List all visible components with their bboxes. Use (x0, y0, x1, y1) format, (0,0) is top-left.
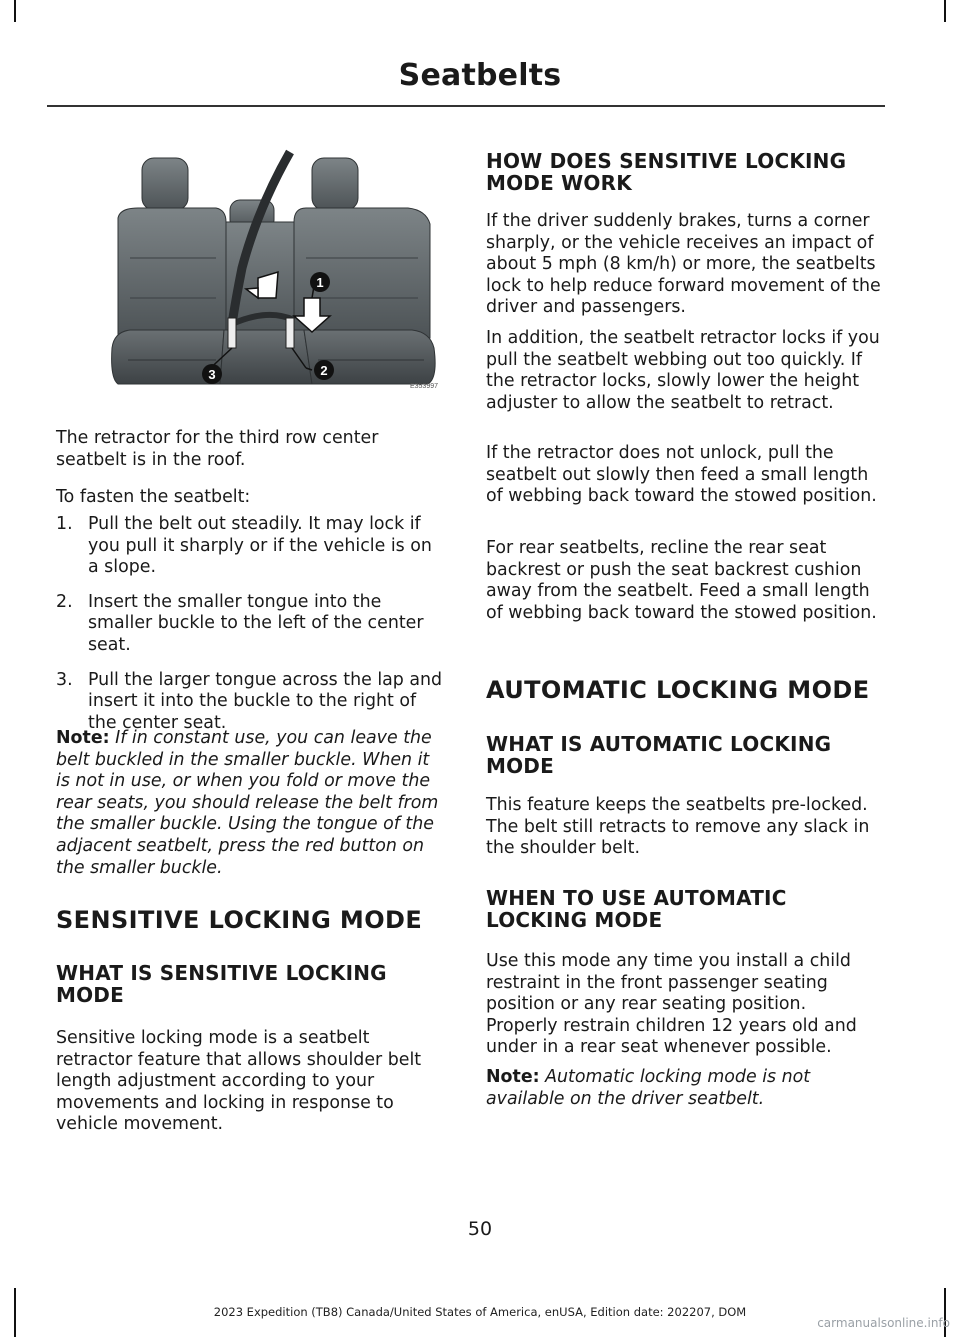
section-title-automatic: AUTOMATIC LOCKING MODE (486, 676, 870, 704)
fasten-steps (56, 514, 448, 734)
crop-mark (944, 0, 946, 22)
crop-mark (14, 0, 16, 22)
section-title-sensitive: SENSITIVE LOCKING MODE (56, 906, 423, 934)
subsection-title-when-automatic: WHEN TO USE AUTOMATIC LOCKING MODE (486, 886, 787, 932)
step-item (56, 592, 448, 657)
header-rule (47, 105, 885, 107)
step-number: 1. (56, 514, 73, 534)
subsection-title-how-sensitive: HOW DOES SENSITIVE LOCKING MODE WORK (486, 149, 847, 195)
step-text: Pull the larger tongue across the lap and insert it into the buckle to the right of the center seat. (88, 669, 443, 733)
how-paragraph-3: If the retractor does not unlock, pull the seatbelt out slowly then feed a small length of webbing back toward the stowed position. (486, 443, 877, 507)
how-paragraph-4: For rear seatbelts, recline the rear seat backrest or push the seat backrest cushion away from the seatbelt. Feed a small length of webbing back toward the stowed position. (486, 538, 877, 623)
seat-diagram (108, 148, 442, 390)
note-label: Note: (56, 728, 110, 748)
step-text: Insert the smaller tongue into the smaller buckle to the left of the center seat. (88, 591, 424, 655)
sensitive-description: Sensitive locking mode is a seatbelt retractor feature that allows shoulder belt length adjustment according to your movements and locking in response to vehicle movement. (56, 1028, 422, 1135)
how-paragraph-2: In addition, the seatbelt retractor locks if you pull the seatbelt webbing out too quickly. If the retractor locks, slowly lower the height adjuster to allow the seatbelt to retract. (486, 328, 880, 413)
note-label: Note: (486, 1067, 540, 1087)
page-title: Seatbelts (398, 58, 562, 93)
step-number: 3. (56, 669, 73, 690)
figure-reference-code: E353997 (409, 383, 438, 390)
when-description: Use this mode any time you install a child restraint in the front passenger seating position or any rear seating position. Properly restrain children 12 years old and under in a rear seat whenever possible. (486, 951, 857, 1058)
page-number: 50 (467, 1218, 493, 1240)
callout-1: 1 (316, 275, 324, 290)
step-item (56, 514, 448, 579)
step-text: Pull the belt out steadily. It may lock if you pull it sharply or if the vehicle is on a slope. (88, 514, 432, 578)
step-item (56, 670, 448, 735)
callout-3: 3 (208, 367, 216, 382)
retractor-intro: The retractor for the third row center seatbelt is in the roof. (56, 428, 379, 470)
rear-seat-illustration (108, 148, 442, 390)
subsection-title-what-automatic: WHAT IS AUTOMATIC LOCKING MODE (486, 732, 832, 778)
edition-footer: 2023 Expedition (TB8) Canada/United States of America, enUSA, Edition date: 202207, DOM (213, 1305, 747, 1319)
automatic-description: This feature keeps the seatbelts pre-locked. The belt still retracts to remove any slack in the shoulder belt. (486, 795, 870, 859)
note-text: Automatic locking mode is not available on the driver seatbelt. (486, 1067, 811, 1109)
note-text: If in constant use, you can leave the belt buckled in the smaller buckle. When it is not in use, or when you fold or move the rear seats, you should release the belt from the smaller buckle. Using the tongue of the adjacent seatbelt, press the red button on the smaller buckle. (56, 728, 439, 878)
note-paragraph (56, 728, 448, 879)
callout-2: 2 (320, 363, 328, 378)
watermark: carmanualsonline.info (817, 1316, 950, 1330)
how-paragraph-1: If the driver suddenly brakes, turns a corner sharply, or the vehicle receives an impact of about 5 mph (8 km/h) or more, the seatbelts lock to help reduce forward movement of the driver and passengers. (486, 211, 881, 318)
automatic-note-paragraph (486, 1067, 882, 1110)
fasten-lead: To fasten the seatbelt: (56, 487, 251, 507)
step-number: 2. (56, 591, 73, 612)
subsection-title-what-sensitive: WHAT IS SENSITIVE LOCKING MODE (56, 961, 387, 1007)
